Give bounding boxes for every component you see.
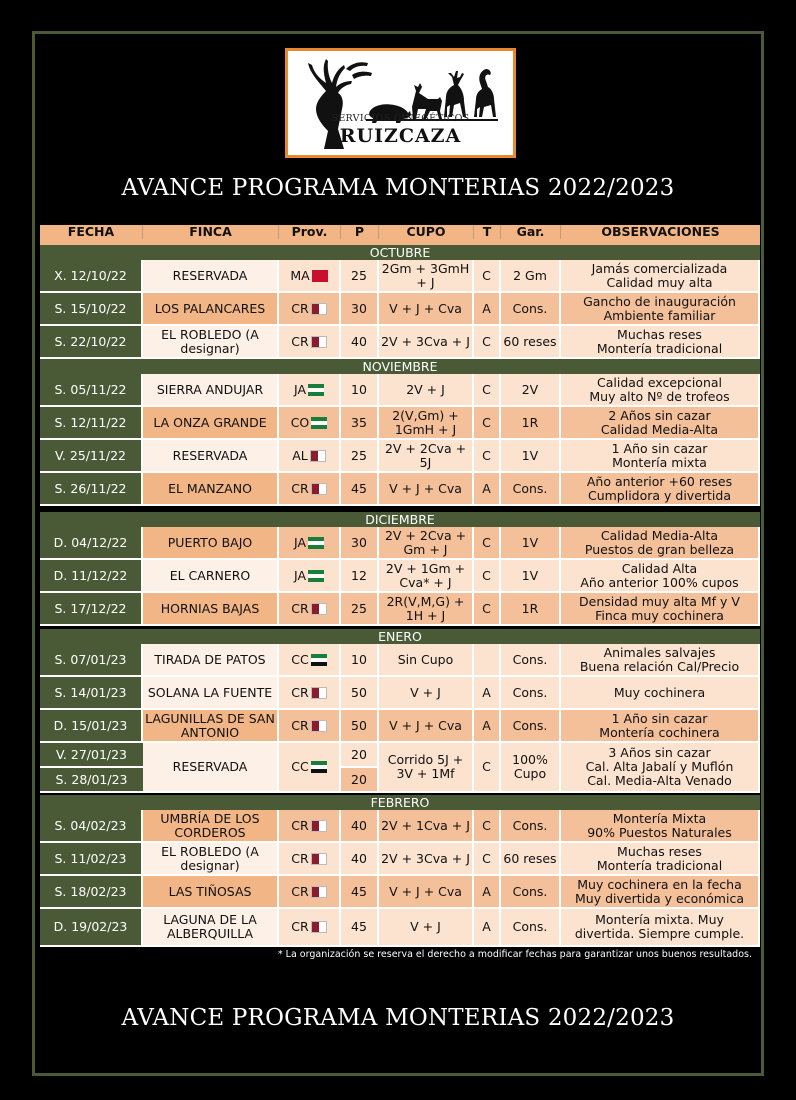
month-bar-octubre: OCTUBRE — [40, 245, 760, 260]
observations — [614, 686, 705, 700]
observations — [597, 328, 722, 356]
observation-line: Ambiente familiar — [603, 307, 716, 323]
table-row — [40, 593, 760, 626]
cupo-cell: V + J + Cva — [379, 876, 474, 909]
p-cell: 12 — [341, 560, 379, 593]
observation-line: Montería tradicional — [596, 857, 723, 873]
prov-code: CC — [291, 759, 309, 774]
prov-cell — [279, 326, 341, 359]
header-obs: OBSERVACIONES — [561, 225, 760, 239]
cupo-cell: 2Gm + 3GmH + J — [379, 260, 474, 293]
finca-cell: EL CARNERO — [143, 560, 279, 593]
fecha-cell: D. 11/12/22 — [40, 560, 143, 593]
t-cell: A — [474, 876, 501, 909]
cupo-cell: 2V + 2Cva + Gm + J — [379, 527, 474, 560]
observation-line: Año anterior 100% cupos — [580, 574, 739, 590]
observation-line: Cal. Media-Alta Venado — [587, 773, 732, 788]
table-row — [40, 560, 760, 593]
p-cell: 45 — [341, 473, 379, 506]
region-flag-icon — [308, 384, 324, 396]
observation-line: Calidad muy alta — [606, 274, 713, 290]
p-cell: 35 — [341, 407, 379, 440]
header-t: T — [474, 225, 501, 239]
observations — [575, 913, 744, 941]
observations — [583, 295, 736, 323]
p-cell: 20 — [341, 768, 379, 793]
finca-cell: PUERTO BAJO — [143, 527, 279, 560]
observation-line: Finca muy cochinera — [595, 607, 724, 623]
observations — [586, 746, 734, 788]
gar-cell: 1V — [501, 440, 561, 473]
observation-line: divertida. Siempre cumple. — [574, 926, 745, 941]
observations — [589, 376, 729, 404]
cupo-cell: 2(V,Gm) + 1GmH + J — [379, 407, 474, 440]
table-row — [40, 326, 760, 359]
region-flag-icon — [311, 603, 327, 615]
t-cell: C — [474, 810, 501, 843]
table-row — [40, 260, 760, 293]
program-table — [40, 225, 760, 947]
region-flag-icon — [308, 570, 324, 582]
p-cell: 40 — [341, 810, 379, 843]
month-bar-febrero: FEBRERO — [40, 795, 760, 810]
obs-cell — [561, 473, 760, 506]
prov-code: CR — [291, 480, 309, 496]
gar-cell: Cons. — [501, 909, 561, 947]
prov-cell — [279, 710, 341, 743]
p-cell: 30 — [341, 527, 379, 560]
obs-cell — [561, 876, 760, 909]
cupo-cell: 2V + 3Cva + J — [379, 326, 474, 359]
month-bar-diciembre: DICIEMBRE — [40, 512, 760, 527]
observations — [585, 529, 734, 557]
table-row — [40, 293, 760, 326]
finca-cell: EL ROBLEDO (A designar) — [143, 326, 279, 359]
prov-cell — [279, 260, 341, 293]
table-row — [40, 527, 760, 560]
fecha-cell: X. 12/10/22 — [40, 260, 143, 293]
month-bar-noviembre: NOVIEMBRE — [40, 359, 760, 374]
region-flag-icon — [311, 820, 327, 832]
cupo-cell: V + J — [379, 677, 474, 710]
observation-line: 1 Año sin cazar — [611, 710, 708, 726]
observations — [587, 812, 732, 840]
obs-cell — [561, 810, 760, 843]
cupo-cell: 2V + J — [379, 374, 474, 407]
prov-cell — [279, 644, 341, 677]
table-row — [40, 440, 760, 473]
prov-cell — [279, 560, 341, 593]
t-cell: C — [474, 407, 501, 440]
gar-cell: 1R — [501, 407, 561, 440]
observation-line: Jamás comercializada — [591, 260, 728, 276]
t-cell: C — [474, 326, 501, 359]
observation-line: Puestos de gran belleza — [584, 541, 735, 557]
observation-line: 3 Años sin cazar — [608, 745, 711, 760]
region-flag-icon — [311, 654, 327, 666]
header-finca: FINCA — [143, 225, 279, 239]
observation-line: Calidad excepcional — [596, 374, 723, 390]
table-row — [40, 810, 760, 843]
obs-cell — [561, 843, 760, 876]
observation-line: 90% Puestos Naturales — [587, 824, 732, 840]
obs-cell — [561, 710, 760, 743]
observations — [597, 845, 722, 873]
gar-cell: 1R — [501, 593, 561, 626]
prov-code: CR — [291, 333, 309, 349]
table-row — [40, 843, 760, 876]
observations — [587, 475, 732, 503]
region-flag-icon — [311, 761, 327, 773]
region-flag-icon — [311, 921, 327, 933]
t-cell: C — [474, 527, 501, 560]
observation-line: Calidad Media-Alta — [600, 527, 719, 543]
footnote: * La organización se reserva el derecho a modificar fechas para garantizar unos buenos resultados. — [277, 949, 752, 960]
fecha-cell: S. 18/02/23 — [40, 876, 143, 909]
finca-cell: LOS PALANCARES — [143, 293, 279, 326]
observation-line: Densidad muy alta Mf y V — [579, 593, 740, 609]
month-bar-enero: ENERO — [40, 629, 760, 644]
t-cell: A — [474, 293, 501, 326]
fecha-cell: S. 28/01/23 — [40, 768, 143, 793]
observation-line: Muy divertida y económica — [575, 890, 744, 906]
header-prov: Prov. — [279, 225, 341, 239]
page-title: AVANCE PROGRAMA MONTERIAS 2022/2023 — [121, 175, 675, 201]
region-flag-icon — [311, 336, 327, 348]
t-cell — [474, 644, 501, 677]
region-flag-icon — [311, 687, 327, 699]
obs-cell — [561, 593, 760, 626]
cupo-cell: 2V + 1Cva + J — [379, 810, 474, 843]
observation-line: Gancho de inauguración — [583, 293, 736, 309]
fecha-cell: S. 26/11/22 — [40, 473, 143, 506]
prov-code: CR — [291, 684, 309, 700]
header-p: P — [341, 225, 379, 239]
p-cell: 20 — [341, 743, 379, 768]
finca-cell: SOLANA LA FUENTE — [143, 677, 279, 710]
fecha-cell: S. 07/01/23 — [40, 644, 143, 677]
finca-cell: SIERRA ANDUJAR — [143, 374, 279, 407]
obs-cell — [561, 326, 760, 359]
t-cell: C — [474, 560, 501, 593]
gar-cell: Cons. — [501, 677, 561, 710]
observation-line: 2 Años sin cazar — [608, 407, 711, 423]
obs-cell — [561, 743, 760, 793]
observations — [601, 409, 718, 437]
finca-cell: RESERVADA — [143, 260, 279, 293]
prov-cell — [279, 677, 341, 710]
t-cell: C — [474, 260, 501, 293]
finca-cell: UMBRÍA DE LOS CORDEROS — [143, 810, 279, 843]
prov-code: CR — [291, 817, 309, 833]
p-cell: 40 — [341, 326, 379, 359]
cupo-cell: V + J — [379, 909, 474, 947]
observation-line: Muy cochinera en la fecha — [577, 876, 742, 892]
prov-code: CO — [290, 414, 310, 430]
prov-code: CR — [291, 883, 309, 899]
finca-cell: LAS TIÑOSAS — [143, 876, 279, 909]
prov-cell — [279, 810, 341, 843]
gar-cell: Cons. — [501, 710, 561, 743]
finca-cell: LAGUNILLAS DE SAN ANTONIO — [143, 710, 279, 743]
obs-cell — [561, 677, 760, 710]
cupo-cell: Sin Cupo — [379, 644, 474, 677]
gar-cell: Cons. — [501, 810, 561, 843]
table-header — [40, 225, 760, 245]
observation-line: Muy alto Nº de trofeos — [589, 388, 730, 404]
obs-cell — [561, 644, 760, 677]
prov-code: JA — [293, 381, 307, 397]
finca-cell: RESERVADA — [143, 440, 279, 473]
t-cell: C — [474, 374, 501, 407]
table-row — [40, 374, 760, 407]
observation-line: Montería mixta — [612, 454, 707, 470]
t-cell: A — [474, 473, 501, 506]
prov-cell — [279, 593, 341, 626]
obs-cell — [561, 293, 760, 326]
observation-line: Buena relación Cal/Precio — [579, 658, 740, 674]
observation-line: Muchas reses — [617, 326, 702, 342]
cupo-cell: 2V + 2Cva + 5J — [379, 440, 474, 473]
fecha-cell: D. 04/12/22 — [40, 527, 143, 560]
prov-cell — [279, 843, 341, 876]
prov-cell — [279, 527, 341, 560]
cupo-cell: 2V + 1Gm + Cva* + J — [379, 560, 474, 593]
table-row — [40, 473, 760, 506]
prov-code: CR — [291, 300, 309, 316]
fecha-cell: S. 17/12/22 — [40, 593, 143, 626]
fecha-cell: S. 11/02/23 — [40, 843, 143, 876]
fecha-cell: V. 27/01/23 — [40, 743, 143, 768]
prov-cell — [279, 876, 341, 909]
table-row — [40, 909, 760, 947]
prov-code: CC — [291, 651, 309, 667]
observations — [599, 712, 719, 740]
p-cell: 50 — [341, 677, 379, 710]
finca-cell: TIRADA DE PATOS — [143, 644, 279, 677]
observations — [580, 562, 738, 590]
ruizcaza-logo — [285, 48, 516, 158]
table-row — [40, 677, 760, 710]
gar-cell: 1V — [501, 527, 561, 560]
p-cell: 40 — [341, 843, 379, 876]
prov-code: JA — [293, 534, 307, 550]
header-gar: Gar. — [501, 225, 561, 239]
prov-cell — [279, 440, 341, 473]
observation-line: Cal. Alta Jabalí y Muflón — [585, 759, 734, 774]
observation-line: Montería mixta. Muy — [595, 912, 724, 927]
prov-cell — [279, 909, 341, 947]
prov-code: CR — [291, 850, 309, 866]
prov-cell — [279, 473, 341, 506]
observation-line: Animales salvajes — [603, 644, 716, 660]
observations — [580, 646, 739, 674]
gar-cell: 60 reses — [501, 843, 561, 876]
gar-cell: Cons. — [501, 876, 561, 909]
prov-cell — [279, 407, 341, 440]
observation-line: Muy cochinera — [613, 684, 706, 700]
p-cell: 45 — [341, 909, 379, 947]
t-cell: A — [474, 909, 501, 947]
observation-line: Calidad Media-Alta — [600, 421, 719, 437]
gar-cell: 60 reses — [501, 326, 561, 359]
observation-line: Montería Mixta — [612, 810, 707, 826]
observation-line: Muchas reses — [617, 843, 702, 859]
observation-line: Cumplidora y divertida — [587, 487, 732, 503]
region-flag-icon — [310, 450, 326, 462]
prov-code: CR — [291, 717, 309, 733]
observations — [592, 262, 728, 290]
observation-line: Montería tradicional — [596, 340, 723, 356]
region-flag-icon — [311, 303, 327, 315]
observations — [612, 442, 708, 470]
fecha-cell: S. 05/11/22 — [40, 374, 143, 407]
header-fecha: FECHA — [40, 225, 143, 239]
obs-cell — [561, 909, 760, 947]
cupo-cell: V + J + Cva — [379, 293, 474, 326]
prov-code: AL — [292, 447, 308, 463]
table-row — [40, 876, 760, 909]
fecha-cell: D. 19/02/23 — [40, 909, 143, 947]
cupo-cell: Corrido 5J + 3V + 1Mf — [379, 743, 474, 793]
fecha-cell: V. 25/11/22 — [40, 440, 143, 473]
prov-code: CR — [291, 600, 309, 616]
observations — [575, 878, 744, 906]
t-cell: C — [474, 743, 501, 793]
page-title-bottom: AVANCE PROGRAMA MONTERIAS 2022/2023 — [121, 1005, 675, 1031]
t-cell: C — [474, 593, 501, 626]
region-flag-icon — [311, 853, 327, 865]
gar-cell: 2 Gm — [501, 260, 561, 293]
finca-cell: EL ROBLEDO (A designar) — [143, 843, 279, 876]
region-flag-icon — [311, 886, 327, 898]
cupo-cell: 2R(V,M,G) + 1H + J — [379, 593, 474, 626]
table-row — [40, 710, 760, 743]
region-flag-icon — [311, 417, 327, 429]
prov-cell — [279, 293, 341, 326]
finca-cell: HORNIAS BAJAS — [143, 593, 279, 626]
prov-cell — [279, 374, 341, 407]
obs-cell — [561, 560, 760, 593]
t-cell: C — [474, 843, 501, 876]
header-cupo: CUPO — [379, 225, 474, 239]
region-flag-icon — [311, 720, 327, 732]
t-cell: C — [474, 440, 501, 473]
region-flag-icon — [308, 537, 324, 549]
p-cell: 25 — [341, 440, 379, 473]
gar-cell: 1V — [501, 560, 561, 593]
gar-cell: 100% Cupo — [501, 743, 561, 793]
gar-cell: Cons. — [501, 293, 561, 326]
obs-cell — [561, 527, 760, 560]
p-cell: 50 — [341, 710, 379, 743]
t-cell: A — [474, 677, 501, 710]
fecha-cell: S. 04/02/23 — [40, 810, 143, 843]
table-row — [40, 644, 760, 677]
p-cell: 25 — [341, 593, 379, 626]
finca-cell: LAGUNA DE LA ALBERQUILLA — [143, 909, 279, 947]
cupo-cell: 2V + 3Cva + J — [379, 843, 474, 876]
finca-cell: EL MANZANO — [143, 473, 279, 506]
finca-cell: RESERVADA — [143, 743, 279, 793]
fecha-cell: S. 15/10/22 — [40, 293, 143, 326]
cupo-cell: V + J + Cva — [379, 710, 474, 743]
region-flag-icon — [312, 270, 328, 282]
fecha-cell: D. 15/01/23 — [40, 710, 143, 743]
fecha-cell: S. 22/10/22 — [40, 326, 143, 359]
obs-cell — [561, 407, 760, 440]
table-row — [40, 407, 760, 440]
logo-name: RUIZCAZA — [339, 125, 462, 147]
gar-cell: 2V — [501, 374, 561, 407]
gar-cell: Cons. — [501, 473, 561, 506]
table-row — [40, 743, 760, 793]
fecha-cell: S. 14/01/23 — [40, 677, 143, 710]
t-cell: A — [474, 710, 501, 743]
observation-line: 1 Año sin cazar — [611, 440, 708, 456]
logo-subtitle: SERVICIOS CINEGÉTICOS — [331, 113, 470, 124]
p-cell: 25 — [341, 260, 379, 293]
p-cell: 45 — [341, 876, 379, 909]
prov-cell — [279, 743, 341, 793]
finca-cell: LA ONZA GRANDE — [143, 407, 279, 440]
region-flag-icon — [311, 483, 327, 495]
p-cell: 30 — [341, 293, 379, 326]
prov-code: CR — [291, 919, 309, 934]
prov-code: MA — [290, 267, 310, 283]
cupo-cell: V + J + Cva — [379, 473, 474, 506]
obs-cell — [561, 260, 760, 293]
prov-code: JA — [293, 567, 307, 583]
observations — [579, 595, 740, 623]
observation-line: Calidad Alta — [621, 560, 698, 576]
observation-line: Montería cochinera — [599, 724, 720, 740]
obs-cell — [561, 440, 760, 473]
gar-cell: Cons. — [501, 644, 561, 677]
fecha-cell: S. 12/11/22 — [40, 407, 143, 440]
p-cell: 10 — [341, 644, 379, 677]
obs-cell — [561, 374, 760, 407]
observation-line: Año anterior +60 reses — [586, 473, 733, 489]
p-cell: 10 — [341, 374, 379, 407]
